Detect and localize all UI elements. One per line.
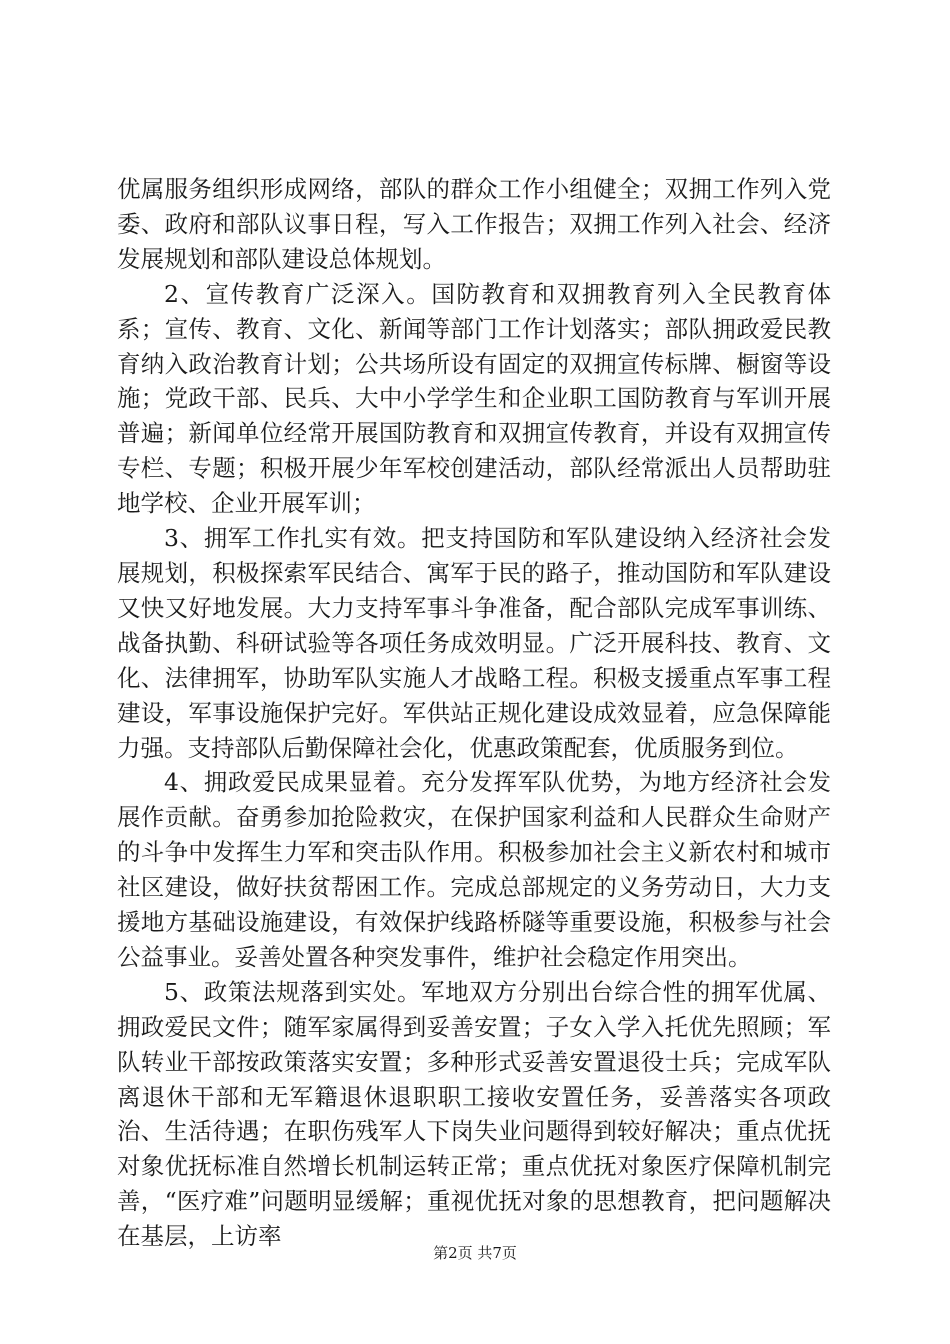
paragraph-support-government: 4、拥政爱民成果显着。充分发挥军队优势，为地方经济社会发展作贡献。奋勇参加抢险救灾，在保护国家利益和人民群众生命财产的斗争中发挥生力军和突击队作用。积极参加社会主义新农村和城市社区建设，做好扶贫帮困工作。完成总部规定的义务劳动日，大力支援地方基础设施建设，有效保护线路桥隧等重要设施，积极参与社会公益事业。妥善处置各种突发事件，维护社会稳定作用突出。 [117,768,831,971]
paragraph-support-army: 3、拥军工作扎实有效。把支持国防和军队建设纳入经济社会发展规划，积极探索军民结合、寓军于民的路子，推动国防和军队建设又快又好地发展。大力支持军事斗争准备，配合部队完成军事训练、战备执勤、科研试验等各项任务成效明显。广泛开展科技、教育、文化、法律拥军，协助军队实施人才战略工程。积极支援重点军事工程建设，军事设施保护完好。军供站正规化建设成效显着，应急保障能力强。支持部队后勤保障社会化，优惠政策配套，优质服务到位。 [117,524,831,762]
paragraph-policy-implementation: 5、政策法规落到实处。军地双方分别出台综合性的拥军优属、拥政爱民文件；随军家属得到妥善安置；子女入学入托优先照顾；军队转业干部按政策落实安置；多种形式妥善安置退役士兵；完成军队离退休干部和无军籍退休退职职工接收安置任务，妥善落实各项政治、生活待遇；在职伤残军人下岗失业问题得到较好解决；重点优抚对象优抚标准自然增长机制运转正常；重点优抚对象医疗保障机制完善，“医疗难”问题明显缓解；重视优抚对象的思想教育，把问题解决在基层，上访率 [117,977,831,1251]
document-body [117,172,831,1254]
paragraph-propaganda-education: 2、宣传教育广泛深入。国防教育和双拥教育列入全民教育体系；宣传、教育、文化、新闻等部门工作计划落实；部队拥政爱民教育纳入政治教育计划；公共场所设有固定的双拥宣传标牌、橱窗等设施；党政干部、民兵、大中小学学生和企业职工国防教育与军训开展普遍；新闻单位经常开展国防教育和双拥宣传教育，并设有双拥宣传专栏、专题；积极开展少年军校创建活动，部队经常派出人员帮助驻地学校、企业开展军训； [117,279,831,518]
paragraph-continuation: 优属服务组织形成网络，部队的群众工作小组健全；双拥工作列入党委、政府和部队议事日程，写入工作报告；双拥工作列入社会、经济发展规划和部队建设总体规划。 [117,175,831,273]
page-number-footer: 第2页 共7页 [433,1244,517,1262]
